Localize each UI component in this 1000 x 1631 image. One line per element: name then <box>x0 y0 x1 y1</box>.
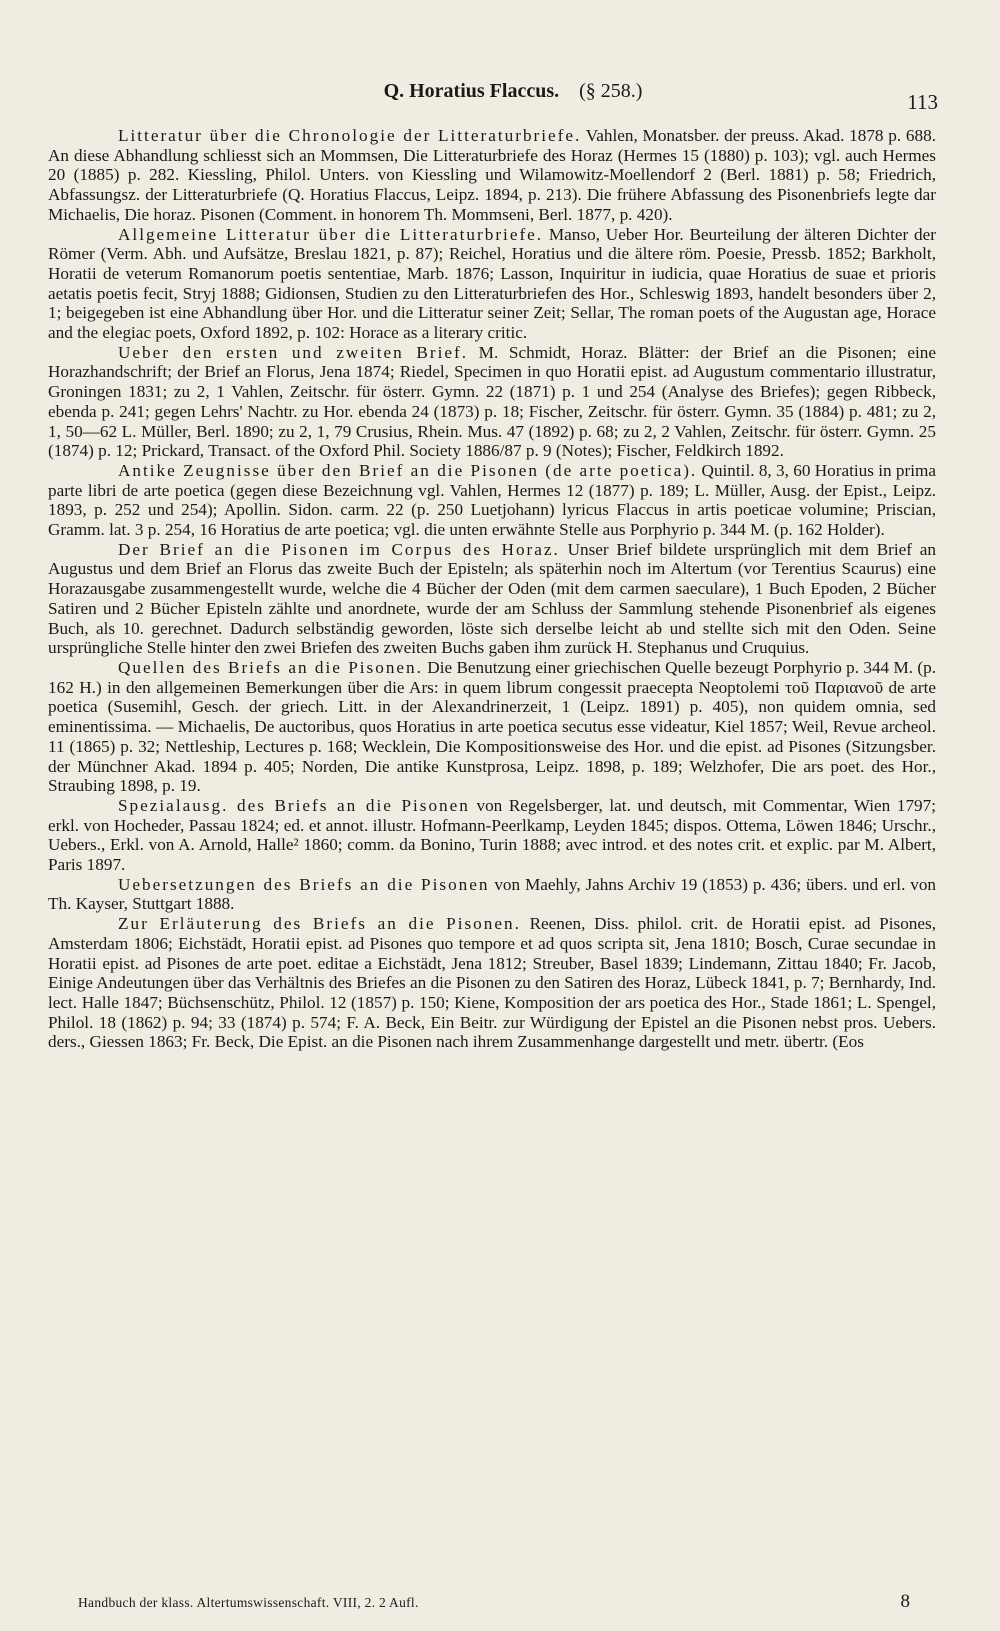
body-text <box>48 126 936 1052</box>
paragraph-text: Vahlen, Monatsber. der preuss. Akad. 1878 p. 688. An diese Abhandlung schliesst sich an Mommsen, Die Litteraturbriefe des Horaz (Hermes 15 (1880) p. 103); vgl. auch Hermes 20 (1885) p. 282. Kiessling, Philol. Unters. von Kiessling und Wilamowitz-Moellendorf 2 (Berl. 1881) p. 58; Friedrich, Abfassungsz. der Litteraturbriefe (Q. Horatius Flaccus, Leipz. 1894, p. 213). Die frühere Abfassung des Pisonenbriefs legte dar Michaelis, Die horaz. Pisonen (Comment. in honorem Th. Mommseni, Berl. 1877, p. 420). <box>48 126 936 224</box>
paragraph-heading: Antike Zeugnisse über den Brief an die Pisonen (de arte poetica). <box>118 460 698 480</box>
section-reference: (§ 258.) <box>579 80 643 102</box>
paragraph <box>48 540 936 658</box>
paragraph-text: Quintil. 8, 3, 60 Horatius in prima parte libri de arte poetica (gegen diese Bezeichnung vgl. Vahlen, Hermes 12 (1877) p. 189; L. Müller, Ausg. der Epist., Leipz. 1893, p. 252 und 254); Apollin. Sidon. carm. 22 (p. 250 Luetjohann) lyricus Flaccus in artis poeticae volumine; Priscian, Gramm. lat. 3 p. 254, 16 Horatius de arte poetica; vgl. die unten erwähnte Stelle aus Porphyrio p. 344 M. (p. 162 Holder). <box>48 460 936 540</box>
paragraph <box>48 875 936 914</box>
paragraph-heading: Zur Erläuterung des Briefs an die Pisonen. <box>118 914 521 934</box>
paragraph-heading: Spezialausg. des Briefs an die Pisonen <box>118 795 470 815</box>
paragraph <box>48 126 936 225</box>
paragraph-heading: Uebersetzungen des Briefs an die Pisonen <box>118 874 490 894</box>
running-title-text: Q. Horatius Flaccus. <box>383 80 560 102</box>
paragraph-heading: Der Brief an die Pisonen im Corpus des Horaz. <box>118 539 560 559</box>
signature-mark: 8 <box>900 1591 910 1612</box>
paragraph-text: Unser Brief bildete ursprünglich mit dem Brief an Augustus und dem Brief an Florus das zweite Buch der Episteln; als späterhin noch im Altertum (vor Terentius Scaurus) eine Horazausgabe zusammengestellt wurde, welche die 4 Bücher der Oden (mit dem carmen saeculare), 1 Buch Epoden, 2 Bücher Satiren und 2 Bücher Episteln zählte und anordnete, wurde der am Schluss der Sammlung stehende Pisonenbrief als eigenes Buch, als 10. gerechnet. Dadurch selbständig geworden, löste sich derselbe leicht ab und stellte sich mit den Oden. Seine ursprüngliche Stelle hinter den zwei Briefen des zweiten Buchs gaben ihm zurück H. Stephanus und Cruquius. <box>48 539 937 658</box>
paragraph-heading: Ueber den ersten und zweiten Brief. <box>118 342 469 362</box>
paragraph <box>48 658 936 796</box>
paragraph-heading: Quellen des Briefs an die Pisonen. <box>118 657 423 677</box>
paragraph <box>48 461 936 540</box>
paragraph <box>48 914 936 1052</box>
paragraph <box>48 343 936 461</box>
page-number: 113 <box>907 90 938 114</box>
paragraph-text: M. Schmidt, Horaz. Blätter: der Brief an die Pisonen; eine Horazhandschrift; der Brief an Florus, Jena 1874; Riedel, Specimen in quo Horatii epist. ad Augustum commentario illustratur, Groningen 1831; zu 2, 1 Vahlen, Zeitschr. für österr. Gymn. 22 (1871) p. 1 und 254 (Analyse des Briefes); gegen Ribbeck, ebenda p. 241; gegen Lehrs' Nachtr. zu Hor. ebenda 24 (1873) p. 18; Fischer, Zeitschr. für österr. Gymn. 35 (1884) p. 481; zu 2, 1, 50—62 L. Müller, Berl. 1890; zu 2, 1, 79 Crusius, Rhein. Mus. 47 (1892) p. 68; zu 2, 2 Vahlen, Zeitschr. für österr. Gymn. 25 (1874) p. 12; Prickard, Transact. of the Oxford Phil. Society 1886/87 p. 9 (Notes); Fischer, Feldkirch 1892. <box>48 342 936 461</box>
page-footer <box>78 1591 910 1615</box>
paragraph-heading: Litteratur über die Chronologie der Litteraturbriefe. <box>118 126 582 145</box>
running-title <box>48 80 938 103</box>
running-head <box>48 80 938 112</box>
paragraph-text: Die Benutzung einer griechischen Quelle bezeugt Porphyrio p. 344 M. (p. 162 H.) in den allgemeinen Bemerkungen über die Ars: in quem librum congessit praecepta Neoptolemi τοῦ Παριανοῦ de arte poetica (Susemihl, Gesch. der griech. Litt. in der Alexandrinerzeit, 1 (Leipz. 1891) p. 405), non quidem omnia, sed eminentissima. — Michaelis, De auctoribus, quos Horatius in arte poetica secutus esse videatur, Kiel 1857; Weil, Revue archeol. 11 (1865) p. 32; Nettleship, Lectures p. 168; Wecklein, Die Kompositionsweise des Hor. und die epist. ad Pisones (Sitzungsber. der Münchner Akad. 1894 p. 405; Norden, Die antike Kunstprosa, Leipz. 1898, p. 189; Welzhofer, Die ars poet. des Hor., Straubing 1898, p. 19. <box>48 657 936 796</box>
paragraph-text: Manso, Ueber Hor. Beurteilung der älteren Dichter der Römer (Verm. Abh. und Aufsätze, Breslau 1821, p. 87); Reichel, Horatius und die ältere röm. Poesie, Pressb. 1852; Barkholt, Horatii de veterum Romanorum poetis sententiae, Marb. 1876; Lasson, Inquiritur in iudicia, quae Horatius de suae et prioris aetatis poetis fecit, Stryj 1888; Gidionsen, Studien zu den Litteraturbriefen des Hor., Schleswig 1893, handelt besonders über 2, 1; beigegeben ist eine Abhandlung über Hor. und die Litteratur seiner Zeit; Sellar, The roman poets of the Augustan age, Horace and the elegiac poets, Oxford 1892, p. 102: Horace as a literary critic. <box>48 224 936 343</box>
paragraph-text: von Maehly, Jahns Archiv 19 (1853) p. 436; übers. und erl. von Th. Kayser, Stuttgart 1888. <box>48 874 937 914</box>
paragraph-text: von Regelsberger, lat. und deutsch, mit Commentar, Wien 1797; erkl. von Hocheder, Passau 1824; ed. et annot. illustr. Hofmann-Peerlkamp, Leyden 1845; dispos. Ottema, Löwen 1846; Urschr., Uebers., Erkl. von A. Arnold, Halle² 1860; comm. da Bonino, Turin 1888; avec introd. et des notes crit. et explic. par M. Albert, Paris 1897. <box>48 795 936 875</box>
paragraph-text: Reenen, Diss. philol. crit. de Horatii epist. ad Pisones, Amsterdam 1806; Eichstädt, Horatii epist. ad Pisones quo tempore et ad quos scripta sit, Jena 1810; Bosch, Curae secundae in Horatii epist. ad Pisones de arte poet. editae a Eichstädt, Jena 1812; Streuber, Basel 1839; Lindemann, Zittau 1840; Fr. Jacob, Einige Andeutungen über das Verhältnis des Briefes an die Pisonen zu den Satiren des Horaz, Lübeck 1841, p. 7; Bernhardy, Ind. lect. Halle 1847; Büchsenschütz, Philol. 12 (1857) p. 150; Kiene, Komposition der ars poetica des Hor., Stade 1861; L. Spengel, Philol. 18 (1862) p. 94; 33 (1874) p. 574; F. A. Beck, Ein Beitr. zur Würdigung der Epistel an die Pisonen nebst pros. Uebers. ders., Giessen 1863; Fr. Beck, Die Epist. an die Pisonen nach ihrem Zusammenhange dargestellt und metr. übertr. (Eos <box>48 914 937 1052</box>
footer-series-title: Handbuch der klass. Altertumswissenschaft. VIII, 2. 2 Aufl. <box>78 1595 419 1610</box>
paragraph <box>48 796 936 875</box>
paragraph <box>48 225 936 343</box>
paragraph-heading: Allgemeine Litteratur über die Litteraturbriefe. <box>118 224 544 244</box>
